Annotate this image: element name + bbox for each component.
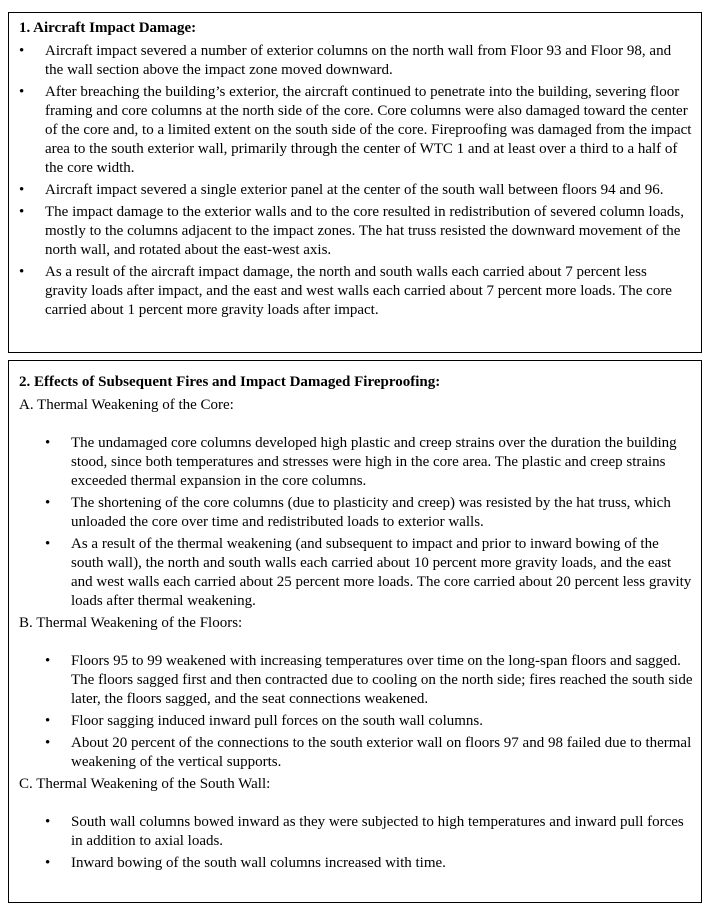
list-item: • After breaching the building’s exterior, the aircraft continued to penetrate into the building, severing floor framing and core columns at the north side of the core. Core columns were also damaged toward the center of the core and, to a limited extent on the south side of the core. Fireproofing was damaged from the impact area to the south exterior wall, primarily through the center of WTC 1 and at least over a third to a half of the core width.: [19, 84, 692, 176]
list-item: • Floor sagging induced inward pull forces on the south wall columns.: [45, 713, 484, 729]
aircraft-impact-box: [8, 12, 702, 353]
section-1-heading: 1. Aircraft Impact Damage:: [19, 20, 197, 36]
subsection-c-list: [19, 813, 693, 873]
bullet-icon: •: [45, 536, 51, 552]
fire-effects-box: [8, 360, 702, 903]
list-item: • As a result of the aircraft impact damage, the north and south walls each carried about 7 percent less gravity loads after impact, and the east and west walls each carried about 7 percent more loads. The core carried about 1 percent more gravity loads after impact.: [19, 264, 672, 318]
bullet-icon: •: [45, 735, 51, 751]
section-2-heading: 2. Effects of Subsequent Fires and Impact Damaged Fireproofing:: [19, 374, 441, 390]
bullet-icon: •: [45, 713, 51, 729]
list-item: • South wall columns bowed inward as they were subjected to high temperatures and inward pull forces in addition to axial loads.: [45, 814, 684, 849]
list-item: • About 20 percent of the connections to the south exterior wall on floors 97 and 98 failed due to thermal weakening of the vertical supports.: [45, 735, 692, 770]
bullet-icon: •: [45, 435, 51, 451]
bullet-icon: •: [19, 43, 25, 59]
bullet-icon: •: [45, 653, 51, 669]
subsection-b-list: [19, 652, 693, 772]
subsection-a-list: [19, 434, 693, 611]
bullet-icon: •: [45, 814, 51, 830]
bullet-icon: •: [19, 84, 25, 100]
subsection-b-title: B. Thermal Weakening of the Floors:: [19, 615, 243, 631]
list-item: • Aircraft impact severed a number of exterior columns on the north wall from Floor 93 and Floor 98, and the wall section above the impact zone moved downward.: [19, 43, 672, 78]
bullet-icon: •: [45, 495, 51, 511]
list-item: • The impact damage to the exterior walls and to the core resulted in redistribution of severed column loads, mostly to the columns adjacent to the impact zones. The hat truss resisted the downward movement of the north wall, and rotated about the east-west axis.: [19, 204, 684, 258]
list-item: • The shortening of the core columns (due to plasticity and creep) was resisted by the hat truss, which unloaded the core over time and redistributed loads to exterior walls.: [45, 495, 671, 530]
list-item: • The undamaged core columns developed high plastic and creep strains over the duration the building stood, since both temperatures and stresses were high in the core area. The plastic and creep strains exceeded thermal expansion in the core columns.: [45, 435, 677, 489]
bullet-icon: •: [45, 855, 51, 871]
bullet-icon: •: [19, 204, 25, 220]
subsection-a-title: A. Thermal Weakening of the Core:: [19, 397, 234, 413]
bullet-icon: •: [19, 264, 25, 280]
list-item: • Aircraft impact severed a single exterior panel at the center of the south wall between floors 94 and 96.: [19, 182, 664, 198]
list-item: • Floors 95 to 99 weakened with increasing temperatures over time on the long-span floors and sagged. The floors sagged first and then contracted due to cooling on the north side; fires reached the south side later, the floors sagged, and the seat connections weakened.: [45, 653, 693, 707]
list-item: • As a result of the thermal weakening (and subsequent to impact and prior to inward bowing of the south wall), the north and south walls each carried about 10 percent more gravity loads, and the east and west walls each carried about 25 percent more loads. The core carried about 20 percent less gravity loads after thermal weakening.: [45, 536, 692, 609]
subsection-c-title: C. Thermal Weakening of the South Wall:: [19, 776, 271, 792]
section-1-list: [19, 42, 693, 320]
list-item: • Inward bowing of the south wall columns increased with time.: [45, 855, 446, 871]
bullet-icon: •: [19, 182, 25, 198]
